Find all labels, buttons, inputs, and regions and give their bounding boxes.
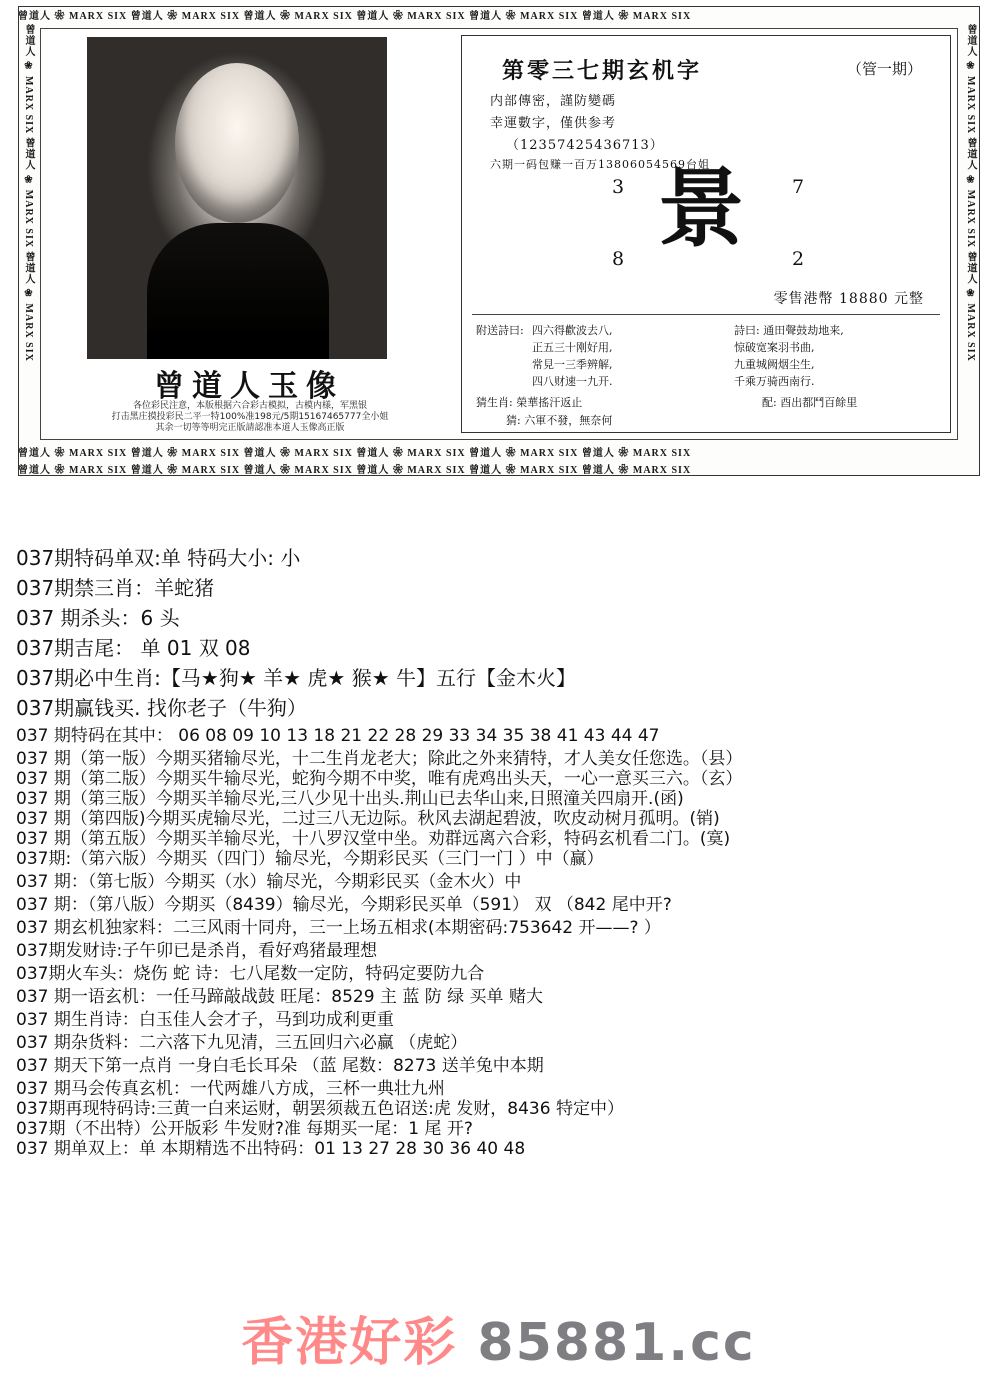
card-line-1: 内部傳密，謹防變碼	[490, 94, 617, 109]
card-price: 零售港幣 18880 元整	[773, 291, 924, 307]
prediction-line: 037 期天下第一点肖 一身白毛长耳朵 （蓝 尾数：8273 送羊兔中本期	[16, 1056, 544, 1076]
poem-left-line-2: 正五三十刚好用,	[532, 341, 613, 354]
prediction-line: 037 期杂货料：二六落下九见清，三五回归六必赢 （虎蛇）	[16, 1033, 468, 1053]
prediction-line: 037期（不出特）公开版彩 牛发财?准 每期买一尾：1 尾 开?	[16, 1119, 473, 1139]
poster-marquee-right: 曾道人 ❀ MARX SIX 曾道人 ❀ MARX SIX 曾道人 ❀ MARX SIX	[965, 24, 976, 362]
card-lucky-numbers: （12357425436713）	[506, 138, 664, 153]
portrait-fine-print	[55, 401, 445, 434]
poem-right-label: 詩曰:	[734, 324, 760, 337]
poster-inner-frame	[40, 28, 958, 440]
poster-marquee-bottom-1: 曾道人 ❀ MARX SIX 曾道人 ❀ MARX SIX 曾道人 ❀ MARX SIX 曾道人 ❀ MARX SIX 曾道人 ❀ MARX SIX 曾道人 ❀ MARX SIX	[18, 448, 692, 459]
prediction-line: 037 期（第四版)今期买虎输尽光，二过三八无边际。秋风去湖起碧波，吹皮动树月孤明。(销)	[16, 809, 720, 829]
card-number-bottom-right: 2	[792, 248, 805, 270]
card-number-bottom-left: 8	[612, 248, 625, 270]
poem-left-line-4: 四八财速一九开.	[532, 375, 613, 388]
prediction-line: 037 期玄机独家料：二三风雨十同舟，三一上场五相求(本期密码:753642 开——? ）	[16, 918, 661, 938]
prediction-line: 037期特码单双:单 特码大小: 小	[16, 546, 301, 570]
prediction-line: 037 期马会传真玄机：一代两雄八方成，三杯一典壮九州	[16, 1079, 445, 1099]
prediction-line: 037 期（第二版）今期买牛输尽光，蛇狗今期不中奖，唯有虎鸡出头天，一心一意买三六。（玄）	[16, 769, 743, 789]
xuanji-card	[461, 35, 951, 433]
prediction-text-block	[16, 548, 981, 1161]
prediction-line: 037期吉尾： 单 01 双 08	[16, 636, 251, 660]
fine-print-line-3: 其余一切等等明完正版請認准本道人玉像高正版	[155, 423, 345, 433]
portrait-title: 曾道人玉像	[154, 369, 344, 404]
prediction-line: 037 期杀头：6 头	[16, 606, 180, 630]
prediction-line: 037 期：（第七版）今期买（水）输尽光，今期彩民买（金木火）中	[16, 872, 522, 892]
portrait-photo	[87, 37, 387, 359]
watermark-brand: 香港好彩	[241, 1313, 458, 1373]
guess-zodiac-text: 榮華搖汗返止	[516, 396, 583, 409]
prediction-line: 037 期（第一版）今期买猪输尽光，十二生肖龙老大；除此之外来猜特，才人美女任您选。（县）	[16, 749, 743, 769]
card-guess-zodiac	[476, 394, 582, 410]
card-period-note: （管一期）	[846, 60, 922, 78]
prediction-line: 037 期：（第八版）今期买（8439）输尽光，今期彩民买单（591） 双 （842 尾中开?	[16, 895, 672, 915]
poster-marquee-top: 曾道人 ❀ MARX SIX 曾道人 ❀ MARX SIX 曾道人 ❀ MARX SIX 曾道人 ❀ MARX SIX 曾道人 ❀ MARX SIX 曾道人 ❀ MARX SIX	[18, 11, 692, 22]
portrait-block	[49, 35, 449, 433]
poem-right-line-1: 通田聲鼓劫地来,	[763, 324, 844, 337]
guess-secondary-text: 六軍不發，無奈何	[524, 414, 613, 427]
poster-marquee-bottom-2: 曾道人 ❀ MARX SIX 曾道人 ❀ MARX SIX 曾道人 ❀ MARX SIX 曾道人 ❀ MARX SIX 曾道人 ❀ MARX SIX 曾道人 ❀ MARX SIX	[18, 465, 692, 476]
poem-left-label: 附送詩曰:	[476, 324, 524, 337]
card-poem-right	[734, 322, 940, 390]
poem-right-line-3: 九重城阙烟尘生,	[734, 358, 815, 371]
prediction-line: 037期火车头：烧伤 蛇 诗：七八尾数一定防，特码定要防九合	[16, 964, 485, 984]
fine-print-line-2: 打击黑庄摸投彩民二平一特100%准198元/5期15167465777全小姐	[111, 412, 389, 422]
card-guess-secondary	[506, 412, 612, 428]
card-divider	[472, 314, 940, 315]
guess-secondary-label: 猜:	[506, 414, 521, 427]
prediction-line: 037期赢钱买. 找你老子（牛狗）	[16, 696, 307, 720]
poem-left-line-3: 常見一三季辨解,	[532, 358, 613, 371]
watermark-site: 85881.cc	[477, 1313, 756, 1373]
prediction-line: 037 期生肖诗：白玉佳人会才子，马到功成利更重	[16, 1010, 394, 1030]
prediction-line: 037期再现特码诗:三黄一白来运财，朝罢须裁五色诏送:虎 发财，8436 特定中）	[16, 1099, 624, 1119]
prediction-line: 037期禁三肖：羊蛇猪	[16, 576, 215, 600]
prediction-line: 037 期单双上：单 本期精选不出特码：01 13 27 28 30 36 40 48	[16, 1139, 526, 1159]
prediction-line: 037 期一语玄机：一任马蹄敲战鼓 旺尾：8529 主 蓝 防 绿 买单 赌大	[16, 987, 543, 1007]
card-number-top-left: 3	[612, 176, 625, 198]
card-title: 第零三七期玄机字	[502, 58, 703, 84]
fine-print-line-1: 各位彩民注意，本版根据六合彩古模拟，古模内様，军黑银	[132, 401, 367, 411]
card-contact-line: 六期一码包赚一百万13806054569台姐	[490, 158, 710, 171]
card-number-top-right: 7	[792, 176, 805, 198]
poster-marquee-left: 曾道人 ❀ MARX SIX 曾道人 ❀ MARX SIX 曾道人 ❀ MARX SIX	[23, 24, 34, 362]
pair-text: 酉出都鬥百餘里	[780, 396, 858, 409]
prediction-line: 037期发财诗:子午卯已是杀肖，看好鸡猪最理想	[16, 941, 378, 961]
prediction-line: 037期:（第六版）今期买（四门）输尽光，今期彩民买（三门一门 ）中（赢）	[16, 849, 604, 869]
poem-left-line-1: 四六得歡波去八,	[532, 324, 613, 337]
prediction-line: 037期必中生肖:【马★狗★ 羊★ 虎★ 猴★ 牛】五行【金木火】	[16, 666, 576, 690]
guess-zodiac-label: 猜生肖:	[476, 396, 513, 409]
prediction-line: 037 期（第三版）今期买羊输尽光,三八少见十出头.荆山已去华山来,日照潼关四扇开.(函)	[16, 789, 684, 809]
card-big-character: 景	[658, 158, 744, 259]
scanned-poster	[18, 6, 980, 476]
prediction-line: 037 期（第五版）今期买羊输尽光，十八罗汉堂中坐。劝群远离六合彩，特码玄机看二门。(寞)	[16, 829, 731, 849]
prediction-line: 037 期特码在其中： 06 08 09 10 13 18 21 22 28 29 33 34 35 38 41 43 44 47	[16, 726, 660, 746]
card-pair-line	[762, 394, 857, 410]
poem-right-line-4: 千乘万骑西南行.	[734, 375, 815, 388]
pair-label: 配:	[762, 396, 777, 409]
card-poem-left	[476, 322, 726, 390]
card-line-2: 幸運數字，僅供参考	[490, 116, 617, 131]
watermark	[0, 1300, 997, 1375]
poem-right-line-2: 惊破宽案羽书曲,	[734, 341, 815, 354]
